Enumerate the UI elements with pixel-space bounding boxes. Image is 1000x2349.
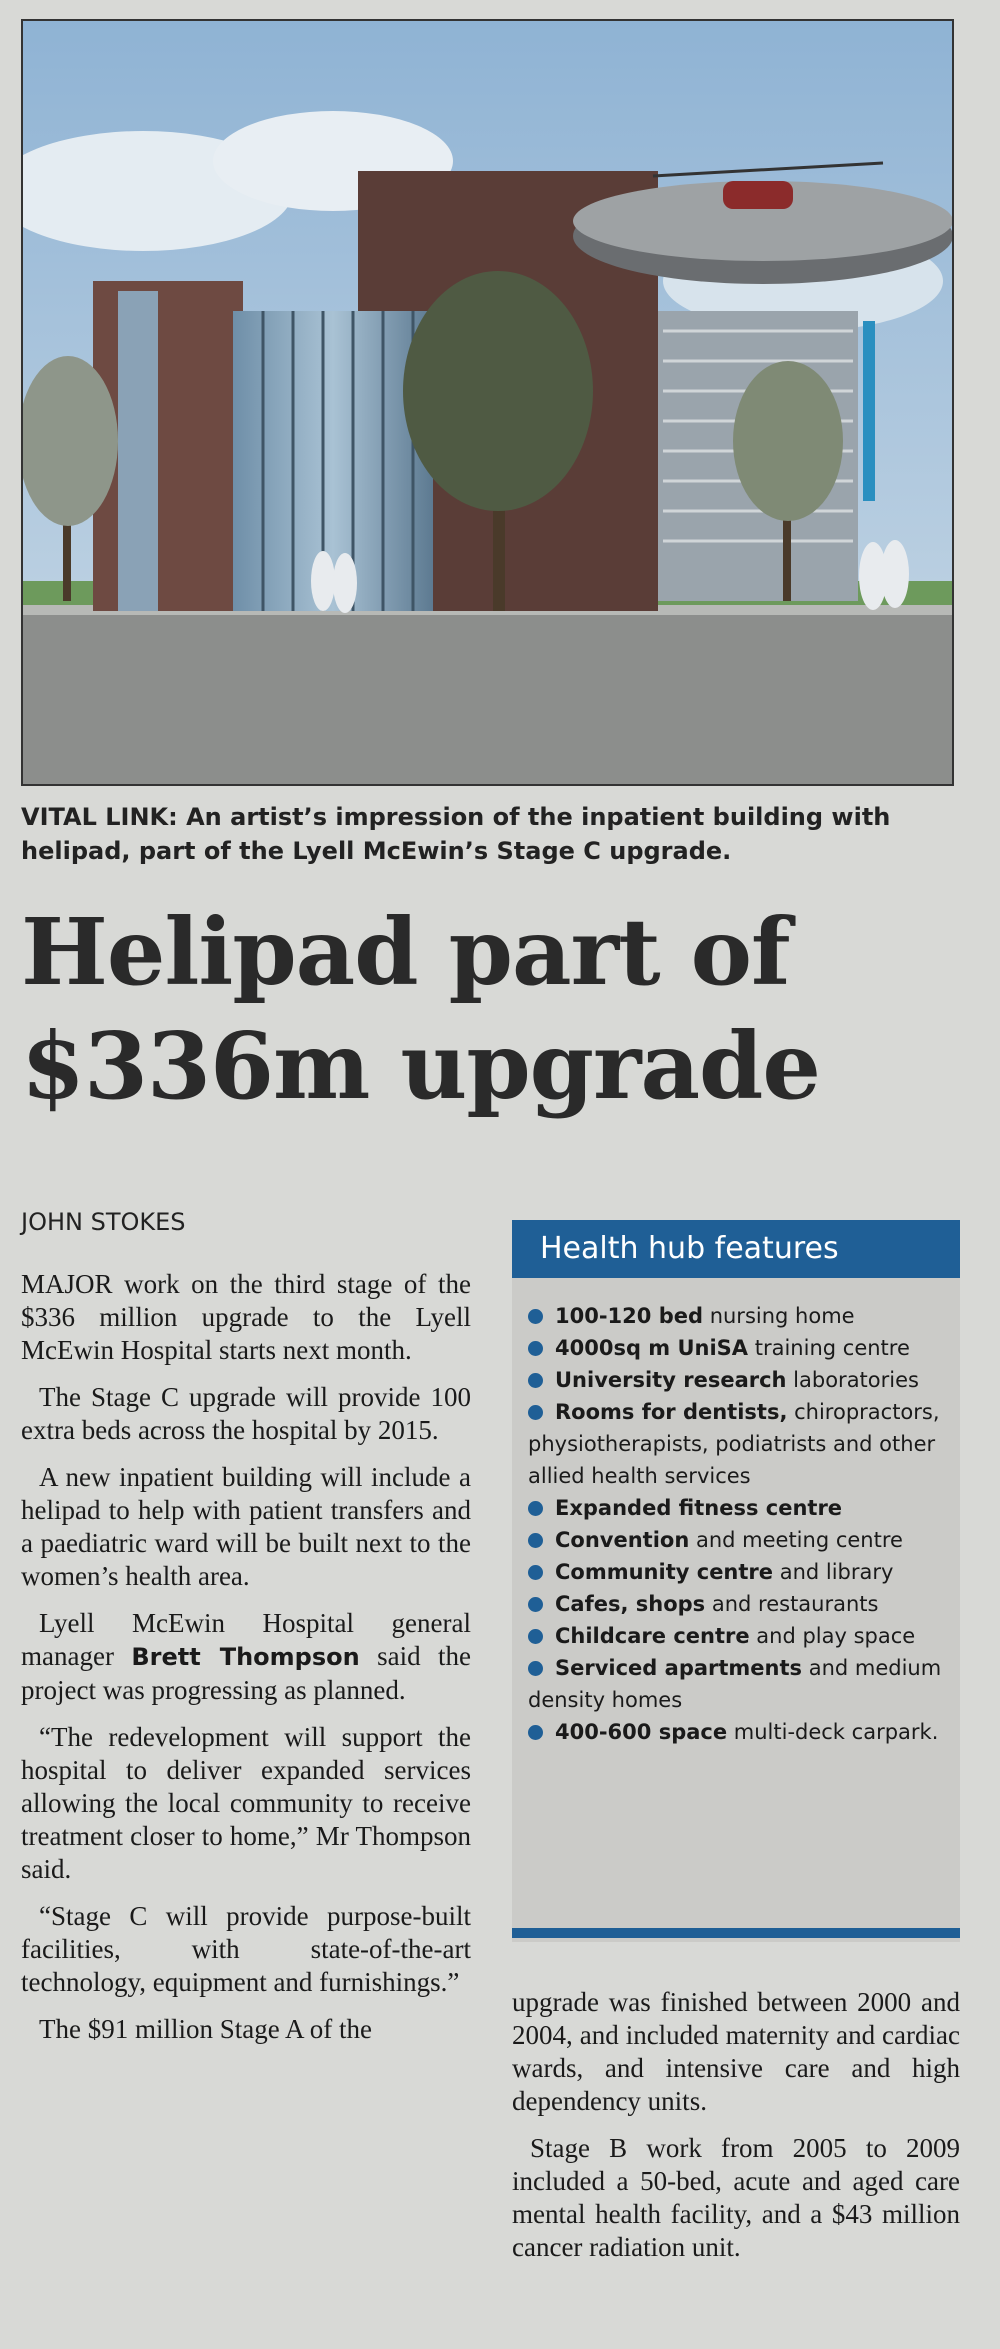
box-title: Health hub features	[512, 1220, 960, 1278]
feature-item	[528, 1300, 946, 1332]
feature-detail: and medium density homes	[528, 1656, 942, 1712]
feature-highlight: Community centre	[555, 1560, 774, 1584]
feature-item	[528, 1588, 946, 1620]
feature-list	[512, 1278, 960, 1748]
feature-highlight: 400-600 space	[555, 1720, 728, 1744]
box-bottom-rule	[512, 1928, 960, 1938]
feature-detail: multi-deck carpark.	[727, 1720, 939, 1744]
feature-item	[528, 1332, 946, 1364]
feature-detail: chiropractors, physiotherapists, podiatrists and other allied health services	[528, 1400, 940, 1488]
feature-item	[528, 1556, 946, 1588]
headline	[21, 895, 971, 1123]
feature-item	[528, 1364, 946, 1396]
paragraph: Stage B work from 2005 to 2009 included a 50-bed, acute and aged care mental health facility, and a $43 million cancer radiation unit.	[512, 2133, 960, 2262]
caption-text: An artist’s impression of the inpatient building with helipad, part of the Lyell McEwin’s Stage C upgrade.	[21, 803, 891, 865]
bullet-dot-icon	[528, 1309, 543, 1324]
feature-highlight: Childcare centre	[555, 1624, 750, 1648]
feature-detail: training centre	[748, 1336, 910, 1360]
feature-highlight: 100-120 bed	[555, 1304, 704, 1328]
bullet-dot-icon	[528, 1405, 543, 1420]
feature-highlight: Rooms for dentists,	[555, 1400, 788, 1424]
caption-lead: VITAL LINK:	[21, 803, 178, 831]
feature-detail: laboratories	[786, 1368, 919, 1392]
bullet-dot-icon	[528, 1629, 543, 1644]
headline-line-2: $336m upgrade	[21, 1012, 820, 1120]
bullet-dot-icon	[528, 1565, 543, 1580]
feature-detail: and restaurants	[705, 1592, 879, 1616]
paragraph: A new inpatient building will include a helipad to help with patient transfers and a paediatric ward will be built next to the women’s health area.	[21, 1462, 471, 1591]
paragraph: The $91 million Stage A of the	[39, 2014, 372, 2044]
artist-impression-image	[21, 19, 954, 786]
feature-item	[528, 1620, 946, 1652]
paragraph: The Stage C upgrade will provide 100 extra beds across the hospital by 2015.	[21, 1382, 471, 1445]
bullet-dot-icon	[528, 1661, 543, 1676]
paragraph-text: said the project was progressing as planned.	[21, 1641, 472, 1705]
feature-detail: and meeting centre	[689, 1528, 903, 1552]
feature-highlight: Convention	[555, 1528, 690, 1552]
paragraph: “Stage C will provide purpose-built facilities, with state-of-the-art technology, equipment and furnishings.”	[21, 1901, 471, 1997]
bullet-dot-icon	[528, 1725, 543, 1740]
bullet-dot-icon	[528, 1597, 543, 1612]
story-column-right	[512, 1986, 960, 2278]
feature-item	[528, 1396, 946, 1492]
feature-item	[528, 1524, 946, 1556]
paragraph: upgrade was finished between 2000 and 2004, and included maternity and cardiac wards, and intensive care and high dependency units.	[512, 1987, 960, 2116]
feature-highlight: Serviced apartments	[555, 1656, 803, 1680]
bullet-dot-icon	[528, 1341, 543, 1356]
feature-highlight: 4000sq m UniSA	[555, 1336, 749, 1360]
bullet-dot-icon	[528, 1373, 543, 1388]
paragraph: “The redevelopment will support the hospital to deliver expanded services allowing the local community to receive treatment closer to home,” Mr Thompson said.	[21, 1722, 471, 1884]
bullet-dot-icon	[528, 1501, 543, 1516]
feature-item	[528, 1716, 946, 1748]
feature-highlight: University research	[555, 1368, 787, 1392]
feature-item	[528, 1652, 946, 1716]
person-name: Brett Thompson	[131, 1643, 360, 1671]
paragraph: MAJOR work on the third stage of the $336 million upgrade to the Lyell McEwin Hospital starts next month.	[21, 1269, 471, 1365]
health-hub-features-box	[512, 1220, 960, 1942]
feature-detail: nursing home	[703, 1304, 855, 1328]
story-column-left	[21, 1268, 471, 2060]
paragraph-text: Lyell McEwin Hospital general manager	[21, 1608, 471, 1671]
feature-highlight: Cafes, shops	[555, 1592, 706, 1616]
paragraph	[21, 1607, 471, 1707]
feature-detail: and library	[773, 1560, 894, 1584]
photo-caption	[21, 800, 961, 868]
feature-item	[528, 1492, 946, 1524]
bullet-dot-icon	[528, 1533, 543, 1548]
feature-highlight: Expanded fitness centre	[555, 1496, 843, 1520]
feature-detail: and play space	[749, 1624, 916, 1648]
byline: JOHN STOKES	[21, 1208, 186, 1236]
headline-line-1: Helipad part of	[21, 898, 790, 1006]
